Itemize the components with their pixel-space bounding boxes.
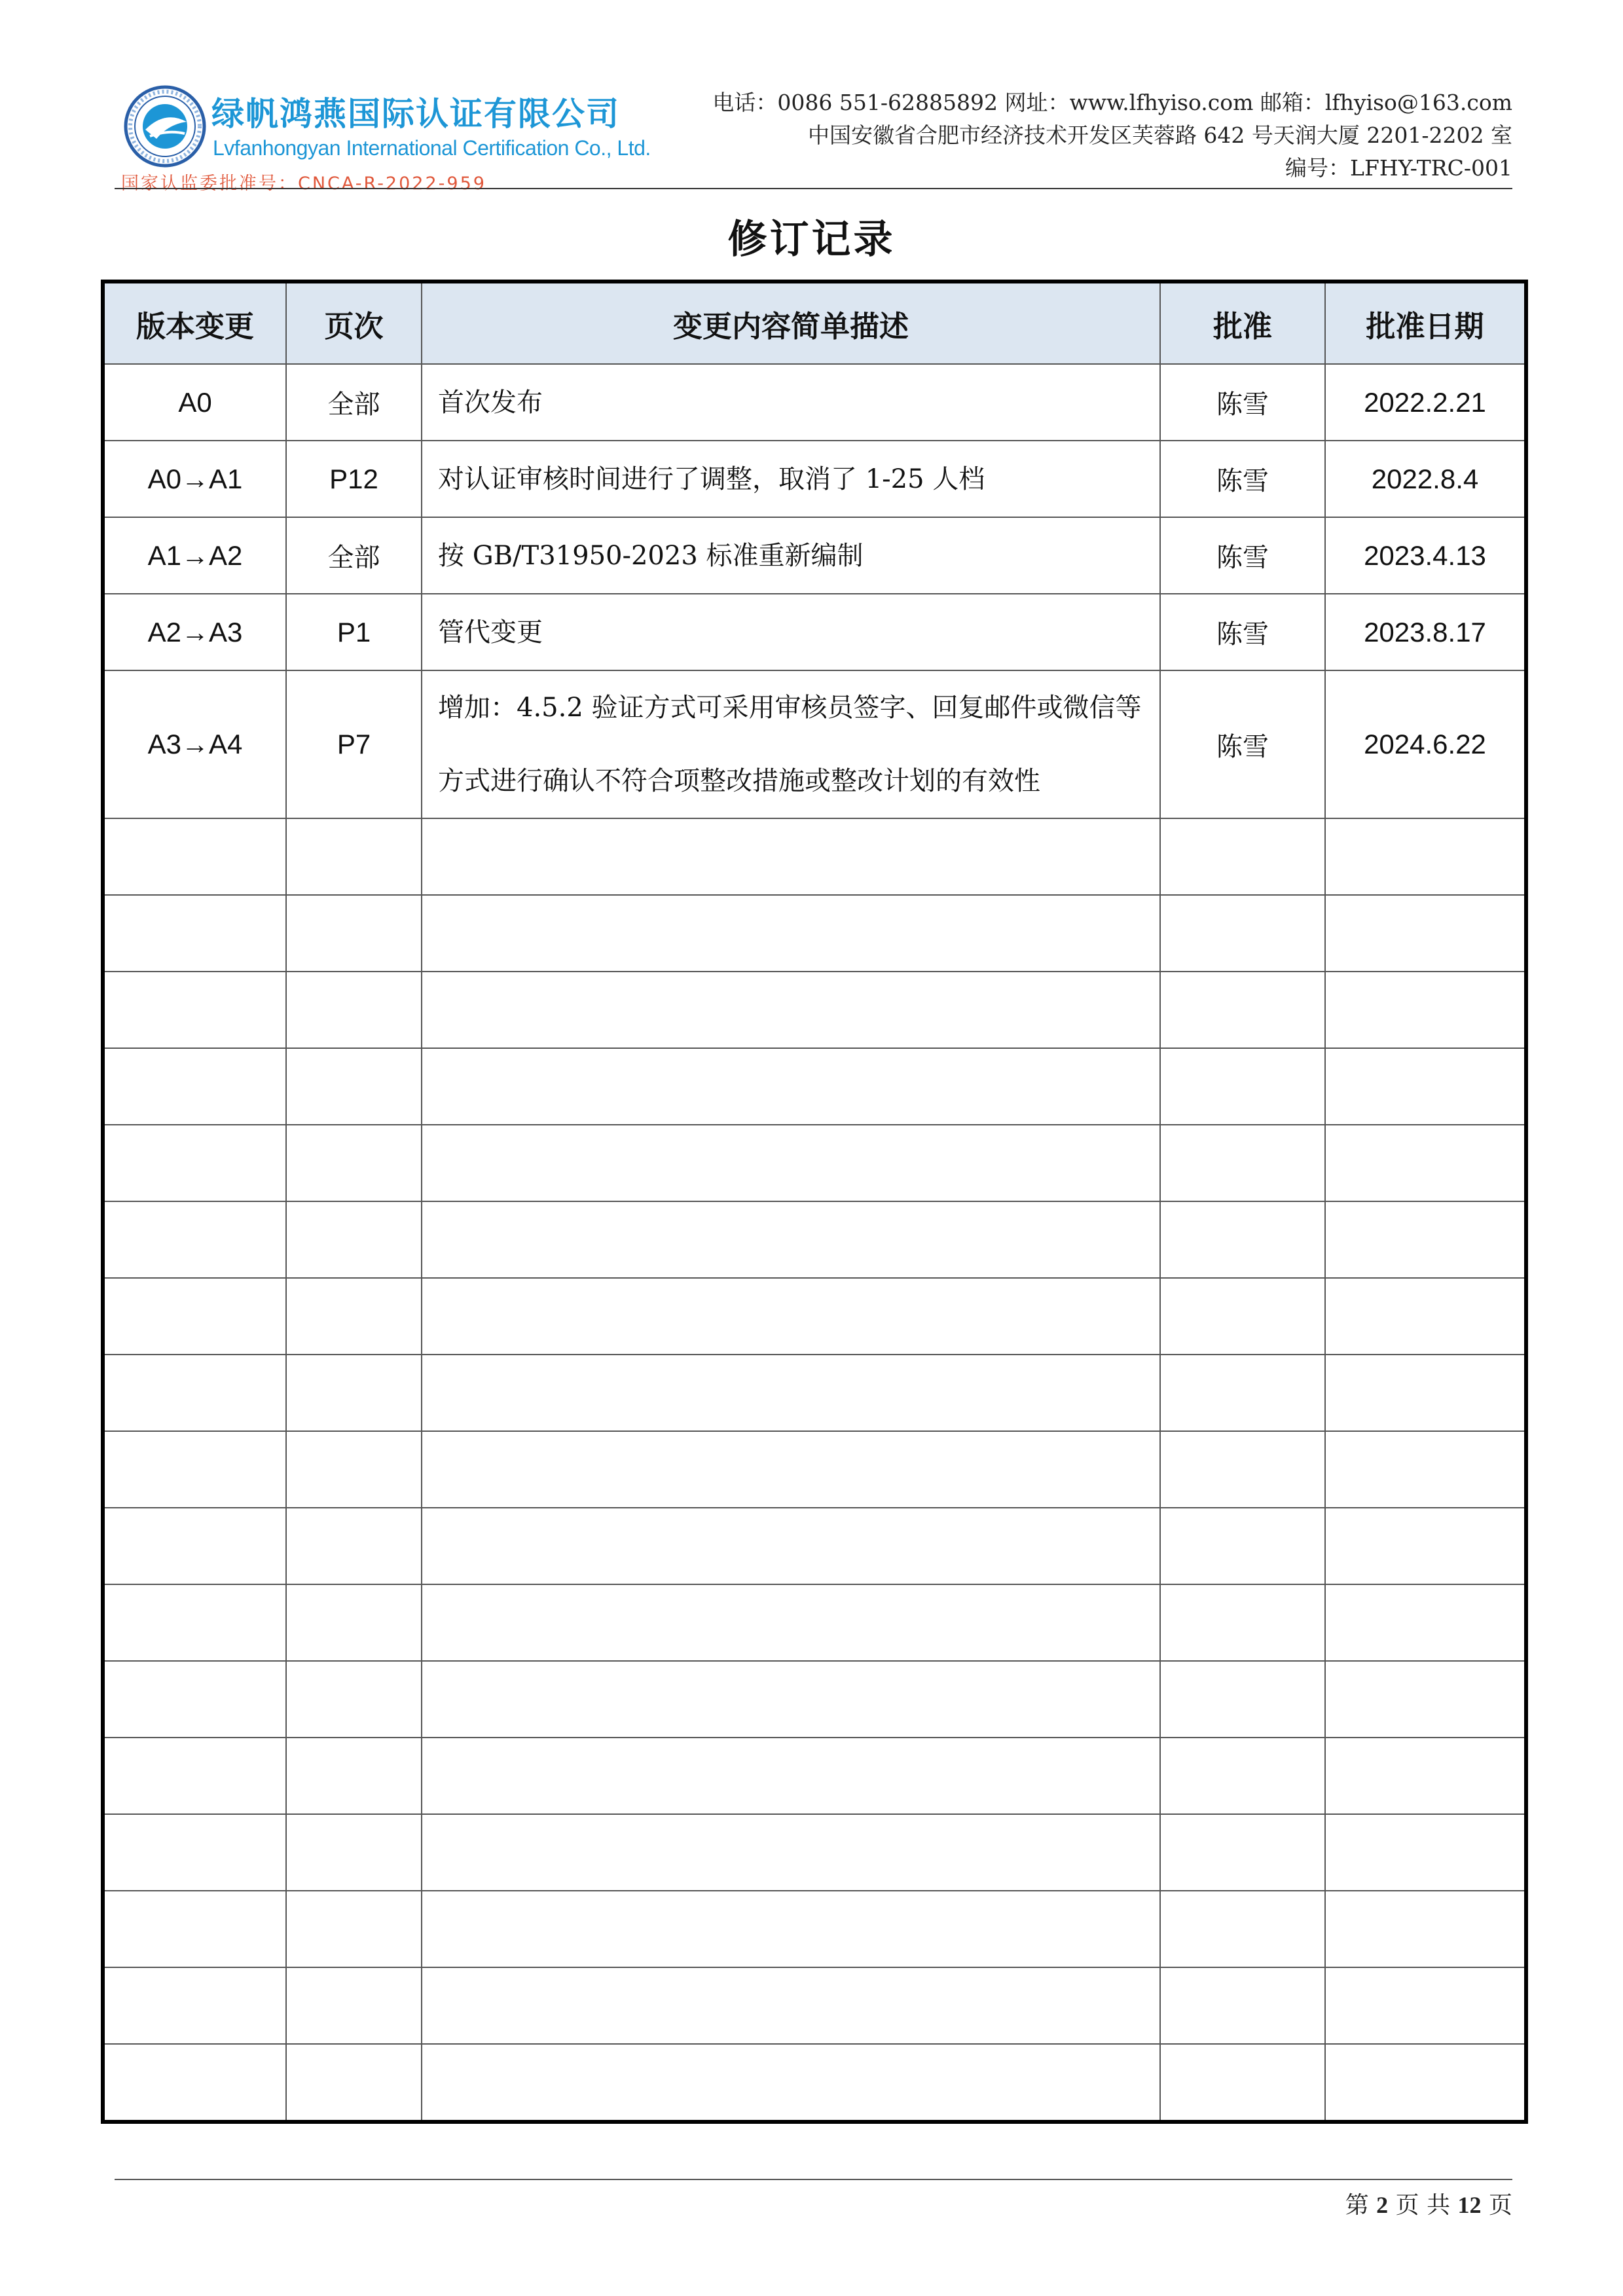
empty-cell (1160, 1738, 1325, 1814)
table-row (103, 517, 1526, 594)
empty-cell (1325, 972, 1526, 1048)
empty-cell (103, 818, 286, 895)
empty-cell (286, 1584, 422, 1661)
empty-table-row (103, 1967, 1526, 2044)
approval-number: 国家认监委批准号：CNCA-R-2022-959 (121, 173, 486, 194)
empty-cell (1160, 1891, 1325, 1967)
header-divider (115, 188, 1512, 189)
column-header-date: 批准日期 (1325, 282, 1526, 364)
empty-table-row (103, 1738, 1526, 1814)
empty-cell (1160, 1814, 1325, 1891)
empty-table-row (103, 895, 1526, 972)
empty-cell (1160, 1048, 1325, 1125)
cell-page: P12 (286, 441, 422, 517)
empty-table-row (103, 1584, 1526, 1661)
empty-cell (1325, 1355, 1526, 1431)
empty-cell (103, 1967, 286, 2044)
empty-cell (422, 1431, 1160, 1508)
empty-table-row (103, 1125, 1526, 1201)
empty-cell (422, 1278, 1160, 1355)
empty-cell (1325, 1278, 1526, 1355)
empty-cell (422, 1891, 1160, 1967)
empty-cell (1325, 895, 1526, 972)
empty-cell (103, 1355, 286, 1431)
empty-cell (103, 1584, 286, 1661)
column-header-page: 页次 (286, 282, 422, 364)
cell-page: P7 (286, 670, 422, 818)
empty-cell (103, 1508, 286, 1584)
cell-approver: 陈雪 (1160, 594, 1325, 670)
cell-date: 2024.6.22 (1325, 670, 1526, 818)
empty-cell (1160, 818, 1325, 895)
empty-cell (103, 1661, 286, 1738)
empty-cell (422, 972, 1160, 1048)
empty-cell (286, 2044, 422, 2122)
empty-cell (286, 1508, 422, 1584)
page-title: 修订记录 (727, 217, 896, 263)
empty-cell (286, 1431, 422, 1508)
cell-approver: 陈雪 (1160, 364, 1325, 441)
empty-cell (422, 1584, 1160, 1661)
cell-date: 2022.8.4 (1325, 441, 1526, 517)
empty-cell (422, 818, 1160, 895)
total-pages: 12 (1457, 2192, 1482, 2218)
empty-cell (286, 1125, 422, 1201)
empty-cell (103, 1814, 286, 1891)
empty-cell (422, 1048, 1160, 1125)
company-emblem-icon (122, 84, 208, 169)
empty-cell (1160, 1508, 1325, 1584)
empty-table-row (103, 972, 1526, 1048)
footer-divider (115, 2179, 1512, 2180)
column-header-approver: 批准 (1160, 282, 1325, 364)
empty-cell (422, 1508, 1160, 1584)
table-row (103, 594, 1526, 670)
empty-cell (103, 972, 286, 1048)
empty-table-row (103, 1431, 1526, 1508)
empty-cell (1325, 1967, 1526, 2044)
empty-cell (103, 1125, 286, 1201)
empty-cell (286, 895, 422, 972)
cell-description: 按 GB/T31950-2023 标准重新编制 (422, 517, 1160, 594)
empty-table-row (103, 1508, 1526, 1584)
empty-cell (1325, 1431, 1526, 1508)
empty-cell (286, 972, 422, 1048)
empty-cell (422, 1125, 1160, 1201)
page-suffix: 页 (1488, 2192, 1512, 2219)
company-name-cn: 绿帆鸿燕国际认证有限公司 (211, 95, 620, 133)
document-number: 编号：LFHY-TRC-001 (1285, 155, 1512, 181)
cell-date: 2022.2.21 (1325, 364, 1526, 441)
empty-cell (1325, 1661, 1526, 1738)
empty-cell (1325, 1201, 1526, 1278)
empty-cell (422, 1661, 1160, 1738)
cell-date: 2023.8.17 (1325, 594, 1526, 670)
empty-cell (1160, 1431, 1325, 1508)
cell-version: A2→A3 (103, 594, 286, 670)
empty-cell (1160, 972, 1325, 1048)
empty-cell (422, 1355, 1160, 1431)
cell-version: A3→A4 (103, 670, 286, 818)
empty-cell (286, 1048, 422, 1125)
empty-cell (1325, 1814, 1526, 1891)
cell-page: 全部 (286, 517, 422, 594)
empty-table-row (103, 818, 1526, 895)
empty-cell (422, 1738, 1160, 1814)
empty-table-row (103, 1355, 1526, 1431)
table-header-row (103, 282, 1526, 364)
empty-cell (103, 1201, 286, 1278)
current-page: 2 (1376, 2192, 1389, 2218)
empty-table-row (103, 1048, 1526, 1125)
company-logo (115, 79, 769, 194)
contact-info (712, 86, 1512, 185)
empty-cell (422, 1967, 1160, 2044)
empty-cell (1160, 1125, 1325, 1201)
empty-cell (422, 1201, 1160, 1278)
cell-approver: 陈雪 (1160, 517, 1325, 594)
cell-date: 2023.4.13 (1325, 517, 1526, 594)
empty-cell (1325, 1508, 1526, 1584)
empty-cell (286, 1661, 422, 1738)
empty-table-row (103, 1278, 1526, 1355)
column-header-description: 变更内容简单描述 (422, 282, 1160, 364)
cell-description: 管代变更 (422, 594, 1160, 670)
empty-cell (1160, 895, 1325, 972)
page-mid: 页 共 (1395, 2192, 1451, 2219)
contact-address: 中国安徽省合肥市经济技术开发区芙蓉路 642 号天润大厦 2201-2202 室 (807, 122, 1512, 148)
empty-cell (286, 818, 422, 895)
page-prefix: 第 (1345, 2192, 1369, 2219)
empty-table-row (103, 1891, 1526, 1967)
revision-table (101, 280, 1528, 2124)
empty-cell (1160, 1201, 1325, 1278)
cell-version: A0→A1 (103, 441, 286, 517)
empty-cell (1325, 1048, 1526, 1125)
empty-cell (286, 1738, 422, 1814)
cell-approver: 陈雪 (1160, 670, 1325, 818)
empty-table-row (103, 1814, 1526, 1891)
company-name-en: Lvfanhongyan International Certification Co., Ltd. (213, 136, 651, 160)
empty-cell (1160, 1355, 1325, 1431)
empty-cell (1325, 1891, 1526, 1967)
cell-version: A1→A2 (103, 517, 286, 594)
empty-cell (1160, 2044, 1325, 2122)
cell-page: P1 (286, 594, 422, 670)
empty-table-row (103, 1661, 1526, 1738)
empty-cell (103, 895, 286, 972)
empty-cell (103, 1738, 286, 1814)
empty-cell (103, 1431, 286, 1508)
empty-cell (1160, 1661, 1325, 1738)
empty-cell (103, 2044, 286, 2122)
cell-version: A0 (103, 364, 286, 441)
empty-cell (103, 1278, 286, 1355)
empty-cell (286, 1814, 422, 1891)
empty-cell (1160, 1584, 1325, 1661)
empty-cell (1325, 1584, 1526, 1661)
cell-description: 首次发布 (422, 364, 1160, 441)
cell-description: 对认证审核时间进行了调整，取消了 1-25 人档 (422, 441, 1160, 517)
empty-cell (286, 1891, 422, 1967)
table-row (103, 441, 1526, 517)
empty-cell (286, 1278, 422, 1355)
table-row (103, 364, 1526, 441)
empty-cell (286, 1967, 422, 2044)
empty-table-row (103, 2044, 1526, 2122)
empty-cell (1325, 1125, 1526, 1201)
cell-description: 增加：4.5.2 验证方式可采用审核员签字、回复邮件或微信等方式进行确认不符合项整改措施或整改计划的有效性 (422, 670, 1160, 818)
empty-cell (422, 1814, 1160, 1891)
table-row (103, 670, 1526, 818)
cell-page: 全部 (286, 364, 422, 441)
contact-phone-web-email: 电话：0086 551-62885892 网址：www.lfhyiso.com 邮箱：lfhyiso@163.com (712, 90, 1512, 115)
empty-cell (422, 895, 1160, 972)
empty-cell (286, 1201, 422, 1278)
empty-cell (1325, 1738, 1526, 1814)
empty-cell (1325, 2044, 1526, 2122)
empty-cell (1160, 1278, 1325, 1355)
cell-approver: 陈雪 (1160, 441, 1325, 517)
empty-cell (1325, 818, 1526, 895)
column-header-version: 版本变更 (103, 282, 286, 364)
empty-cell (422, 2044, 1160, 2122)
empty-cell (286, 1355, 422, 1431)
empty-table-row (103, 1201, 1526, 1278)
empty-cell (1160, 1967, 1325, 2044)
empty-cell (103, 1891, 286, 1967)
page-header (115, 72, 1512, 194)
empty-cell (103, 1048, 286, 1125)
page-number (1345, 2187, 1512, 2220)
